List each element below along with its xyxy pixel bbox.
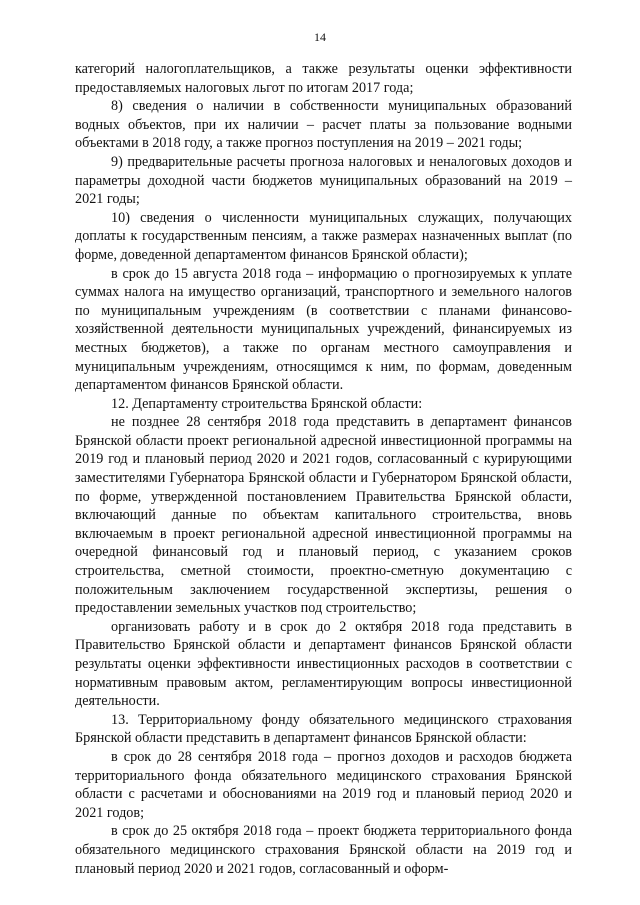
paragraph-item-10: 10) сведения о численности муниципальных служащих, получающих доплаты к государственным пенсиям, а также размерах назначенных выплат (по форме, доведенной департаментом финансов Брянской области);: [75, 209, 572, 263]
paragraph-item-8: 8) сведения о наличии в собственности муниципальных образований водных объектов, при их наличии – расчет платы за пользование водными объектами в 2018 году, а также прогноз поступления на 2019 – 2021 годы;: [75, 98, 572, 152]
paragraph-section-12-investment-program: не позднее 28 сентября 2018 года представить в департамент финансов Брянской области проект региональной адресной инвестиционной программы на 2019 год и плановый период 2020 и 2021 годов, согласованный с курирующими заместителями Губернатора Брянской области и Губернатором Брянской области, по форме, утвержденной постановлением Правительства Брянской области, включающий данные по объектам капитального строительства, вновь включаемым в проект региональной адресной инвестиционной программы на очередной финансовый год и плановый период, с указанием сроков строительства, сметной стоимости, проектно-сметную документацию с положительным заключением государственной экспертизы, решения о предоставлении земельных участков под строительство;: [75, 414, 572, 617]
paragraph-section-12-efficiency: организовать работу и в срок до 2 октября 2018 года представить в Правительство Брянской области и департамент финансов Брянской области результаты оценки эффективности инвестиционных расходов в соответствии с нормативным правовым актом, регламентирующим вопросы инвестиционной деятельности.: [75, 618, 572, 710]
paragraph-deadline-august: в срок до 15 августа 2018 года – информацию о прогнозируемых к уплате суммах налога на имущество организаций, транспортного и земельного налогов по муниципальным учреждениям (в соответствии с планами финансово-хозяйственной деятельности муниципальных учреждений, финансируемых из местных бюджетов), а также по органам местного самоуправления и муниципальным учреждениям, относящимся к ним, по формам, доведенным департаментом финансов Брянской области.: [75, 265, 572, 394]
document-body: [75, 60, 572, 878]
paragraph-section-13-heading: 13. Территориальному фонду обязательного медицинского страхования Брянской области представить в департамент финансов Брянской области:: [75, 711, 572, 747]
paragraph-section-13-budget-draft: в срок до 25 октября 2018 года – проект бюджета территориального фонда обязательного медицинского страхования Брянской области на 2019 год и плановый период 2020 и 2021 годов, согласованный и оформ-: [75, 823, 572, 877]
paragraph-continuation: категорий налогоплательщиков, а также результаты оценки эффективности предоставляемых налоговых льгот по итогам 2017 года;: [75, 61, 572, 96]
page-number: 14: [314, 30, 326, 44]
paragraph-section-13-forecast: в срок до 28 сентября 2018 года – прогноз доходов и расходов бюджета территориального фонда обязательного медицинского страхования Брянской области с расчетами и обоснованиями на 2019 год и плановый период 2020 и 2021 годов;: [75, 748, 572, 821]
paragraph-item-9: 9) предварительные расчеты прогноза налоговых и неналоговых доходов и параметры доходной части бюджетов муниципальных образований на 2019 – 2021 годы;: [75, 153, 572, 208]
paragraph-section-12-heading: 12. Департаменту строительства Брянской области:: [111, 395, 423, 412]
